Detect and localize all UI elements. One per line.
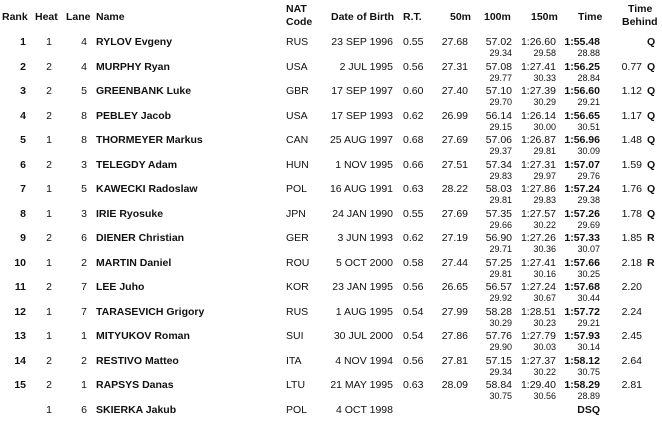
heat-cell: 2 <box>46 232 52 244</box>
rank-cell: 7 <box>20 183 26 195</box>
name-cell: TARASEVICH Grigory <box>96 305 205 318</box>
split-100-cell: 57.02 <box>485 36 512 48</box>
split-100-cell: 56.90 <box>485 232 512 244</box>
rank-cell: 12 <box>14 305 26 318</box>
behind-cell: 2.18 <box>621 256 642 269</box>
split-50-cell: 27.40 <box>441 85 468 97</box>
col-100m-header: 100m <box>484 11 511 23</box>
dob-cell: 17 SEP 1997 <box>331 85 393 97</box>
split-100-lap-cell: 29.90 <box>489 342 512 352</box>
time-cell: 1:56.65 <box>564 109 600 122</box>
rank-cell: 2 <box>20 60 26 73</box>
split-200-lap-cell: 30.44 <box>577 293 600 303</box>
split-100-lap-cell: 29.92 <box>489 293 512 303</box>
split-50-cell: 26.99 <box>441 109 468 122</box>
rank-cell: 9 <box>20 232 26 244</box>
col-behind-header-1: Time <box>628 3 653 15</box>
rt-cell: 0.60 <box>403 85 424 97</box>
table-row <box>0 402 662 427</box>
lane-cell: 3 <box>81 207 87 220</box>
time-cell: 1:58.29 <box>564 379 600 391</box>
split-150-lap-cell: 29.58 <box>533 48 556 58</box>
time-cell: 1:56.60 <box>564 85 600 97</box>
split-150-cell: 1:27.41 <box>520 60 556 73</box>
lane-cell: 6 <box>81 232 87 244</box>
split-150-lap-cell: 30.29 <box>533 97 556 107</box>
name-cell: MITYUKOV Roman <box>96 330 190 342</box>
split-50-cell: 27.86 <box>441 330 468 342</box>
heat-cell: 2 <box>46 60 52 73</box>
split-100-cell: 57.25 <box>485 256 512 269</box>
split-200-lap-cell: 29.38 <box>577 195 600 205</box>
split-150-cell: 1:27.31 <box>520 158 556 171</box>
split-150-lap-cell: 30.23 <box>533 317 556 328</box>
split-150-lap-cell: 30.22 <box>533 219 556 230</box>
dob-cell: 2 JUL 1995 <box>339 60 393 73</box>
heat-cell: 1 <box>46 330 52 342</box>
rt-cell: 0.54 <box>403 305 424 318</box>
dob-cell: 16 AUG 1991 <box>329 183 393 195</box>
qualifier-cell: Q <box>647 36 656 48</box>
behind-cell: 2.81 <box>621 379 642 391</box>
nat-cell: USA <box>286 109 308 122</box>
heat-cell: 1 <box>46 305 52 318</box>
qualifier-cell: R <box>647 232 655 244</box>
time-cell: 1:57.33 <box>564 232 600 244</box>
lane-cell: 8 <box>81 109 87 122</box>
time-cell: 1:58.12 <box>564 354 600 367</box>
split-100-lap-cell: 29.70 <box>489 97 512 107</box>
split-150-lap-cell: 29.83 <box>533 195 556 205</box>
rt-cell: 0.62 <box>403 109 424 122</box>
lane-cell: 1 <box>81 379 87 391</box>
lane-cell: 7 <box>81 305 87 318</box>
split-50-cell: 27.69 <box>441 207 468 220</box>
col-150m-header: 150m <box>531 11 558 23</box>
split-50-cell: 27.19 <box>441 232 468 244</box>
lane-cell: 2 <box>81 256 87 269</box>
split-150-cell: 1:26.87 <box>520 134 556 146</box>
behind-cell: 2.64 <box>621 354 642 367</box>
table-row <box>0 83 662 108</box>
name-cell: RYLOV Evgeny <box>96 36 173 48</box>
name-cell: THORMEYER Markus <box>96 134 203 146</box>
split-100-cell: 57.34 <box>485 158 512 171</box>
split-100-lap-cell: 29.77 <box>489 72 512 83</box>
split-150-cell: 1:27.57 <box>520 207 556 220</box>
split-150-cell: 1:27.24 <box>520 281 556 293</box>
split-150-cell: 1:26.14 <box>520 109 556 122</box>
split-50-cell: 27.44 <box>441 256 468 269</box>
table-row <box>0 34 662 59</box>
qualifier-cell: R <box>647 256 655 269</box>
split-100-cell: 58.28 <box>485 305 512 318</box>
split-150-cell: 1:27.39 <box>520 85 556 97</box>
lane-cell: 4 <box>81 60 87 73</box>
nat-cell: POL <box>286 183 308 195</box>
col-rank-header: Rank <box>2 11 28 23</box>
dob-cell: 4 NOV 1994 <box>335 354 393 367</box>
dob-cell: 4 OCT 1998 <box>335 403 393 416</box>
rt-cell: 0.55 <box>403 207 424 220</box>
split-100-lap-cell: 30.29 <box>489 317 512 328</box>
time-cell: 1:57.66 <box>564 256 600 269</box>
behind-cell: 1.76 <box>621 183 642 195</box>
results-table-header <box>0 0 662 34</box>
time-cell: DSQ <box>577 403 600 416</box>
rt-cell: 0.56 <box>403 354 424 367</box>
split-50-cell: 27.31 <box>441 60 468 73</box>
time-cell: 1:57.26 <box>564 207 600 220</box>
split-50-cell: 28.09 <box>441 379 468 391</box>
heat-cell: 2 <box>46 379 52 391</box>
nat-cell: LTU <box>286 379 306 391</box>
table-row <box>0 181 662 206</box>
split-100-cell: 57.15 <box>485 354 512 367</box>
behind-cell: 0.77 <box>621 60 642 73</box>
split-100-cell: 58.84 <box>485 379 512 391</box>
split-100-lap-cell: 29.71 <box>489 244 512 254</box>
split-50-cell: 28.22 <box>441 183 468 195</box>
rank-cell: 4 <box>20 109 26 122</box>
nat-cell: CAN <box>286 134 309 146</box>
behind-cell: 1.12 <box>621 85 642 97</box>
rt-cell: 0.58 <box>403 256 424 269</box>
split-200-lap-cell: 29.69 <box>577 219 600 230</box>
dob-cell: 23 SEP 1996 <box>331 36 393 48</box>
split-100-cell: 57.35 <box>485 207 512 220</box>
nat-cell: POL <box>286 403 308 416</box>
split-150-lap-cell: 29.81 <box>533 146 556 156</box>
nat-cell: HUN <box>286 158 309 171</box>
split-200-lap-cell: 30.07 <box>577 244 600 254</box>
name-cell: GREENBANK Luke <box>96 85 192 97</box>
time-cell: 1:57.68 <box>564 281 600 293</box>
heat-cell: 1 <box>46 134 52 146</box>
name-cell: RESTIVO Matteo <box>96 354 179 367</box>
rt-cell: 0.54 <box>403 330 424 342</box>
heat-cell: 1 <box>46 207 52 220</box>
lane-cell: 3 <box>81 158 87 171</box>
split-200-lap-cell: 28.89 <box>577 391 600 401</box>
split-50-cell: 27.68 <box>441 36 468 48</box>
split-200-lap-cell: 30.75 <box>577 366 600 377</box>
nat-cell: GBR <box>286 85 309 97</box>
rt-cell: 0.56 <box>403 281 424 293</box>
time-cell: 1:57.24 <box>564 183 600 195</box>
rt-cell: 0.68 <box>403 134 424 146</box>
split-50-cell: 27.99 <box>441 305 468 318</box>
name-cell: MARTIN Daniel <box>96 256 172 269</box>
split-100-lap-cell: 29.37 <box>489 146 512 156</box>
rt-cell: 0.63 <box>403 379 424 391</box>
qualifier-cell: Q <box>647 85 656 97</box>
col-heat-header: Heat <box>35 11 58 23</box>
rank-cell: 3 <box>20 85 26 97</box>
behind-cell: 1.85 <box>621 232 642 244</box>
split-150-lap-cell: 30.36 <box>533 244 556 254</box>
rank-cell: 8 <box>20 207 26 220</box>
rt-cell: 0.55 <box>403 36 424 48</box>
qualifier-cell: Q <box>647 60 656 73</box>
rank-cell: 6 <box>20 158 26 171</box>
behind-cell: 2.20 <box>621 281 642 293</box>
lane-cell: 5 <box>81 85 87 97</box>
split-200-lap-cell: 28.88 <box>577 48 600 58</box>
split-150-cell: 1:27.86 <box>520 183 556 195</box>
split-100-lap-cell: 29.15 <box>489 121 512 132</box>
nat-cell: JPN <box>286 207 306 220</box>
name-cell: MURPHY Ryan <box>96 60 170 73</box>
split-150-lap-cell: 30.00 <box>533 121 556 132</box>
lane-cell: 6 <box>81 403 87 416</box>
split-150-cell: 1:28.51 <box>520 305 556 318</box>
table-row <box>0 255 662 280</box>
col-name-header: Name <box>96 11 125 23</box>
time-cell: 1:55.48 <box>564 36 600 48</box>
dob-cell: 3 JUN 1993 <box>337 232 393 244</box>
behind-cell: 1.59 <box>621 158 642 171</box>
split-150-cell: 1:27.41 <box>520 256 556 269</box>
split-100-cell: 56.57 <box>485 281 512 293</box>
split-100-cell: 56.14 <box>485 109 512 122</box>
table-row <box>0 304 662 329</box>
col-time-header: Time <box>578 11 603 23</box>
rt-cell: 0.56 <box>403 60 424 73</box>
behind-cell: 1.78 <box>621 207 642 220</box>
dob-cell: 1 NOV 1995 <box>335 158 393 171</box>
table-row <box>0 132 662 157</box>
name-cell: SKIERKA Jakub <box>96 403 177 416</box>
heat-cell: 2 <box>46 85 52 97</box>
split-50-cell: 27.69 <box>441 134 468 146</box>
table-row <box>0 108 662 133</box>
dob-cell: 25 AUG 1997 <box>329 134 393 146</box>
split-100-lap-cell: 29.34 <box>489 48 512 58</box>
table-row <box>0 206 662 231</box>
split-200-lap-cell: 29.76 <box>577 170 600 181</box>
split-200-lap-cell: 29.21 <box>577 97 600 107</box>
qualifier-cell: Q <box>647 207 656 220</box>
heat-cell: 2 <box>46 354 52 367</box>
split-50-cell: 27.81 <box>441 354 468 367</box>
nat-cell: GER <box>286 232 309 244</box>
split-200-lap-cell: 30.25 <box>577 268 600 279</box>
split-200-lap-cell: 30.14 <box>577 342 600 352</box>
rank-cell: 1 <box>20 36 26 48</box>
lane-cell: 2 <box>81 354 87 367</box>
nat-cell: SUI <box>286 330 304 342</box>
behind-cell: 2.45 <box>621 330 642 342</box>
split-150-lap-cell: 30.33 <box>533 72 556 83</box>
split-150-lap-cell: 30.22 <box>533 366 556 377</box>
name-cell: IRIE Ryosuke <box>96 207 164 220</box>
table-row <box>0 279 662 304</box>
split-50-cell: 27.51 <box>441 158 468 171</box>
behind-cell: 2.24 <box>621 305 642 318</box>
split-100-lap-cell: 30.75 <box>489 391 512 401</box>
split-150-lap-cell: 30.16 <box>533 268 556 279</box>
nat-cell: KOR <box>286 281 309 293</box>
nat-cell: RUS <box>286 36 309 48</box>
split-150-cell: 1:26.60 <box>520 36 556 48</box>
split-100-lap-cell: 29.66 <box>489 219 512 230</box>
name-cell: LEE Juho <box>96 281 145 293</box>
rank-cell: 10 <box>14 256 26 269</box>
nat-cell: USA <box>286 60 308 73</box>
dob-cell: 17 SEP 1993 <box>331 109 393 122</box>
behind-cell: 1.17 <box>621 109 642 122</box>
heat-cell: 1 <box>46 403 52 416</box>
split-200-lap-cell: 30.51 <box>577 121 600 132</box>
split-150-lap-cell: 30.03 <box>533 342 556 352</box>
time-cell: 1:56.25 <box>564 60 600 73</box>
split-150-lap-cell: 30.56 <box>533 391 556 401</box>
name-cell: DIENER Christian <box>96 232 185 244</box>
table-row <box>0 328 662 353</box>
lane-cell: 4 <box>81 36 87 48</box>
time-cell: 1:56.96 <box>564 134 600 146</box>
split-150-cell: 1:29.40 <box>520 379 556 391</box>
rank-cell: 5 <box>20 134 26 146</box>
qualifier-cell: Q <box>647 158 656 171</box>
split-100-cell: 57.08 <box>485 60 512 73</box>
qualifier-cell: Q <box>647 109 656 122</box>
time-cell: 1:57.93 <box>564 330 600 342</box>
dob-cell: 5 OCT 2000 <box>335 256 393 269</box>
dob-cell: 1 AUG 1995 <box>335 305 393 318</box>
rank-cell: 15 <box>14 379 26 391</box>
col-lane-header: Lane <box>66 11 91 23</box>
heat-cell: 2 <box>46 109 52 122</box>
split-150-cell: 1:27.37 <box>520 354 556 367</box>
dob-cell: 21 MAY 1995 <box>330 379 393 391</box>
heat-cell: 1 <box>46 183 52 195</box>
table-row <box>0 157 662 182</box>
rt-cell: 0.66 <box>403 158 424 171</box>
lane-cell: 1 <box>81 330 87 342</box>
rt-cell: 0.63 <box>403 183 424 195</box>
split-100-lap-cell: 29.34 <box>489 366 512 377</box>
col-nat-header-2: Code <box>286 16 313 28</box>
heat-cell: 1 <box>46 36 52 48</box>
dob-cell: 24 JAN 1990 <box>332 207 393 220</box>
qualifier-cell: Q <box>647 183 656 195</box>
nat-cell: RUS <box>286 305 309 318</box>
table-row <box>0 59 662 84</box>
split-50-cell: 26.65 <box>441 281 468 293</box>
split-100-cell: 58.03 <box>485 183 512 195</box>
heat-cell: 1 <box>46 256 52 269</box>
split-100-cell: 57.10 <box>485 85 512 97</box>
heat-cell: 2 <box>46 158 52 171</box>
dob-cell: 23 JAN 1995 <box>332 281 393 293</box>
rank-cell: 14 <box>14 354 26 367</box>
col-behind-header-2: Behind <box>622 16 658 28</box>
rank-cell: 11 <box>14 281 26 293</box>
name-cell: KAWECKI Radoslaw <box>96 183 198 195</box>
split-100-cell: 57.06 <box>485 134 512 146</box>
nat-cell: ROU <box>286 256 310 269</box>
split-200-lap-cell: 29.21 <box>577 317 600 328</box>
lane-cell: 7 <box>81 281 87 293</box>
split-150-lap-cell: 30.67 <box>533 293 556 303</box>
time-cell: 1:57.72 <box>564 305 600 318</box>
lane-cell: 8 <box>81 134 87 146</box>
split-150-cell: 1:27.26 <box>520 232 556 244</box>
table-row <box>0 377 662 402</box>
name-cell: TELEGDY Adam <box>96 158 178 171</box>
time-cell: 1:57.07 <box>564 158 600 171</box>
split-150-cell: 1:27.79 <box>520 330 556 342</box>
lane-cell: 5 <box>81 183 87 195</box>
col-rt-header: R.T. <box>403 11 422 23</box>
split-150-lap-cell: 29.97 <box>533 170 556 181</box>
nat-cell: ITA <box>286 354 302 367</box>
col-dob-header: Date of Birth <box>331 11 394 23</box>
name-cell: RAPSYS Danas <box>96 379 174 391</box>
table-row <box>0 353 662 378</box>
col-nat-header-1: NAT <box>286 3 307 15</box>
behind-cell: 1.48 <box>621 134 642 146</box>
qualifier-cell: Q <box>647 134 656 146</box>
name-cell: PEBLEY Jacob <box>96 109 172 122</box>
dob-cell: 30 JUL 2000 <box>333 330 393 342</box>
heat-cell: 2 <box>46 281 52 293</box>
rt-cell: 0.62 <box>403 232 424 244</box>
split-100-cell: 57.76 <box>485 330 512 342</box>
table-row <box>0 230 662 255</box>
rank-cell: 13 <box>14 330 26 342</box>
col-50m-header: 50m <box>450 11 472 23</box>
split-100-lap-cell: 29.81 <box>489 268 512 279</box>
split-100-lap-cell: 29.83 <box>489 170 512 181</box>
split-100-lap-cell: 29.81 <box>489 195 512 205</box>
split-200-lap-cell: 30.09 <box>577 146 600 156</box>
split-200-lap-cell: 28.84 <box>577 72 600 83</box>
